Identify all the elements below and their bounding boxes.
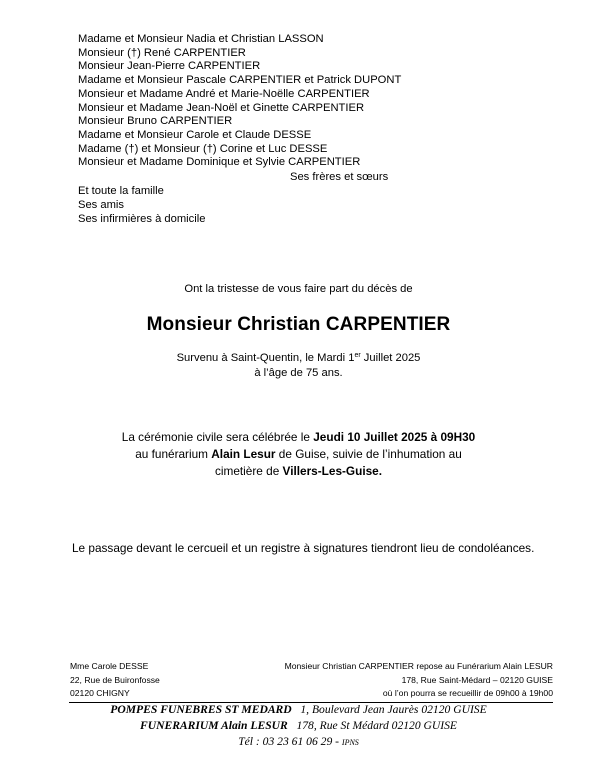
cemetery-name: Villers-Les-Guise.	[282, 464, 382, 478]
ceremony-date: Jeudi 10 Juillet 2025 à 09H30	[313, 430, 476, 444]
age-line: à l’âge de 75 ans.	[254, 367, 343, 379]
contact-address	[70, 660, 160, 701]
footer-line-1	[0, 703, 597, 716]
funerarium-name: Alain Lesur	[211, 447, 276, 461]
contact-line: 22, Rue de Buironfosse	[70, 674, 160, 685]
death-details	[0, 352, 597, 364]
funerarium-label: FUNERARIUM Alain LESUR	[139, 719, 288, 732]
footer-line-2	[0, 719, 597, 732]
repose-line: Monsieur Christian CARPENTIER repose au Funérarium Alain LESUR	[284, 661, 553, 671]
ceremony-text: au funérarium	[135, 447, 212, 461]
deceased-name: Monsieur Christian CARPENTIER	[146, 314, 451, 335]
family-line: Monsieur et Madame André et Marie-Noëlle CARPENTIER	[78, 87, 370, 100]
family-line: Monsieur (†) René CARPENTIER	[78, 46, 246, 59]
ceremony-line-3	[0, 464, 597, 478]
other-mourners	[78, 184, 205, 226]
family-line: Monsieur Jean-Pierre CARPENTIER	[78, 60, 261, 73]
ceremony-line-1	[0, 430, 597, 444]
repose-line: 178, Rue Saint-Médard – 02120 GUISE	[401, 674, 553, 685]
death-text-before: Survenu à Saint-Quentin, le Mardi 1	[176, 352, 355, 364]
siblings-label: Ses frères et sœurs	[290, 171, 389, 183]
mourner-line: Ses infirmières à domicile	[78, 213, 206, 225]
mourner-line: Ses amis	[78, 199, 125, 211]
condolences-note: Le passage devant le cercueil et un registre à signatures tiendront lieu de condoléances.	[72, 541, 535, 555]
ipns-label: IPNS	[341, 738, 359, 747]
repose-line: où l’on pourra se recueillir de 09h00 à 19h00	[382, 688, 553, 698]
funeral-home-name: POMPES FUNEBRES ST MEDARD	[110, 703, 292, 716]
ceremony-text: La cérémonie civile sera célébrée le	[121, 430, 314, 444]
family-line: Madame et Monsieur Pascale CARPENTIER et Patrick DUPONT	[78, 74, 402, 87]
family-list	[78, 33, 401, 170]
family-line: Madame et Monsieur Carole et Claude DESSE	[78, 128, 312, 141]
funerarium-address: 178, Rue St Médard 02120 GUISE	[287, 719, 458, 732]
repose-info	[230, 660, 553, 701]
family-line: Madame (†) et Monsieur (†) Corine et Luc DESSE	[78, 142, 328, 155]
ceremony-text: de Guise, suivie de l’inhumation au	[275, 447, 462, 461]
ceremony-text: cimetière de	[215, 464, 283, 478]
ceremony-line-2	[0, 447, 597, 461]
contact-line: Mme Carole DESSE	[70, 661, 149, 671]
contact-line: 02120 CHIGNY	[70, 688, 130, 698]
family-line: Monsieur Bruno CARPENTIER	[78, 115, 233, 128]
ordinal-suffix: er	[354, 352, 361, 359]
family-line: Monsieur et Madame Dominique et Sylvie CARPENTIER	[78, 156, 361, 169]
announcement-intro: Ont la tristesse de vous faire part du décès de	[184, 283, 413, 295]
family-line: Madame et Monsieur Nadia et Christian LASSON	[78, 33, 324, 45]
phone-number: Tél : 03 23 61 06 29 -	[238, 735, 342, 748]
mourner-line: Et toute la famille	[78, 185, 164, 197]
funeral-home-address: 1, Boulevard Jean Jaurès 02120 GUISE	[291, 703, 487, 716]
footer-line-3	[0, 735, 597, 748]
family-line: Monsieur et Madame Jean-Noël et Ginette CARPENTIER	[78, 101, 365, 114]
death-text-after: Juillet 2025	[360, 352, 421, 364]
